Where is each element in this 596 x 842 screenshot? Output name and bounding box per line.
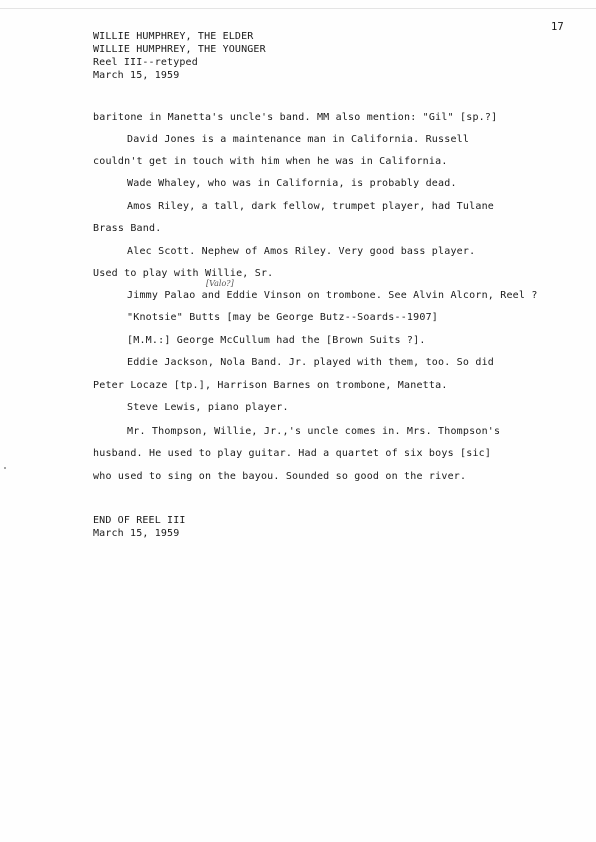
- header-reel: Reel III--retyped: [93, 57, 198, 68]
- body-line: "Knotsie" Butts [may be George Butz--Soards--1907]: [127, 312, 439, 323]
- body-line: who used to sing on the bayou. Sounded so good on the river.: [93, 471, 467, 482]
- handwritten-annotation: [Valo?]: [206, 279, 234, 288]
- document-footer: [93, 514, 186, 540]
- body-line: husband. He used to play guitar. Had a quartet of six boys [sic]: [93, 448, 492, 459]
- scan-speck: [4, 467, 6, 469]
- document-header: [93, 30, 266, 82]
- body-line: Used to play with Willie, Sr.: [93, 268, 274, 279]
- page-top-edge: [0, 8, 596, 9]
- body-line: Wade Whaley, who was in California, is probably dead.: [127, 178, 457, 189]
- body-line: baritone in Manetta's uncle's band. MM also mention: "Gil" [sp.?]: [93, 112, 498, 123]
- footer-end-of-reel: END OF REEL III: [93, 515, 186, 526]
- body-line: Alec Scott. Nephew of Amos Riley. Very good bass player.: [127, 246, 476, 257]
- body-line: Jimmy Palao and Eddie Vinson on trombone. See Alvin Alcorn, Reel ?: [127, 290, 538, 301]
- header-date: March 15, 1959: [93, 70, 180, 81]
- body-line: David Jones is a maintenance man in California. Russell: [127, 134, 470, 145]
- header-title-elder: WILLIE HUMPHREY, THE ELDER: [93, 31, 254, 42]
- body-line: [M.M.:] George McCullum had the [Brown Suits ?].: [127, 335, 426, 346]
- header-title-younger: WILLIE HUMPHREY, THE YOUNGER: [93, 44, 266, 55]
- body-line: Steve Lewis, piano player.: [127, 402, 289, 413]
- body-line: Brass Band.: [93, 223, 162, 234]
- body-line: Mr. Thompson, Willie, Jr.,'s uncle comes in. Mrs. Thompson's: [127, 426, 501, 437]
- body-line: couldn't get in touch with him when he was in California.: [93, 156, 448, 167]
- body-line: Peter Locaze [tp.], Harrison Barnes on trombone, Manetta.: [93, 380, 448, 391]
- footer-date: March 15, 1959: [93, 528, 180, 539]
- page-number: 17: [551, 21, 564, 33]
- body-line: Eddie Jackson, Nola Band. Jr. played with them, too. So did: [127, 357, 495, 368]
- body-line: Amos Riley, a tall, dark fellow, trumpet player, had Tulane: [127, 201, 495, 212]
